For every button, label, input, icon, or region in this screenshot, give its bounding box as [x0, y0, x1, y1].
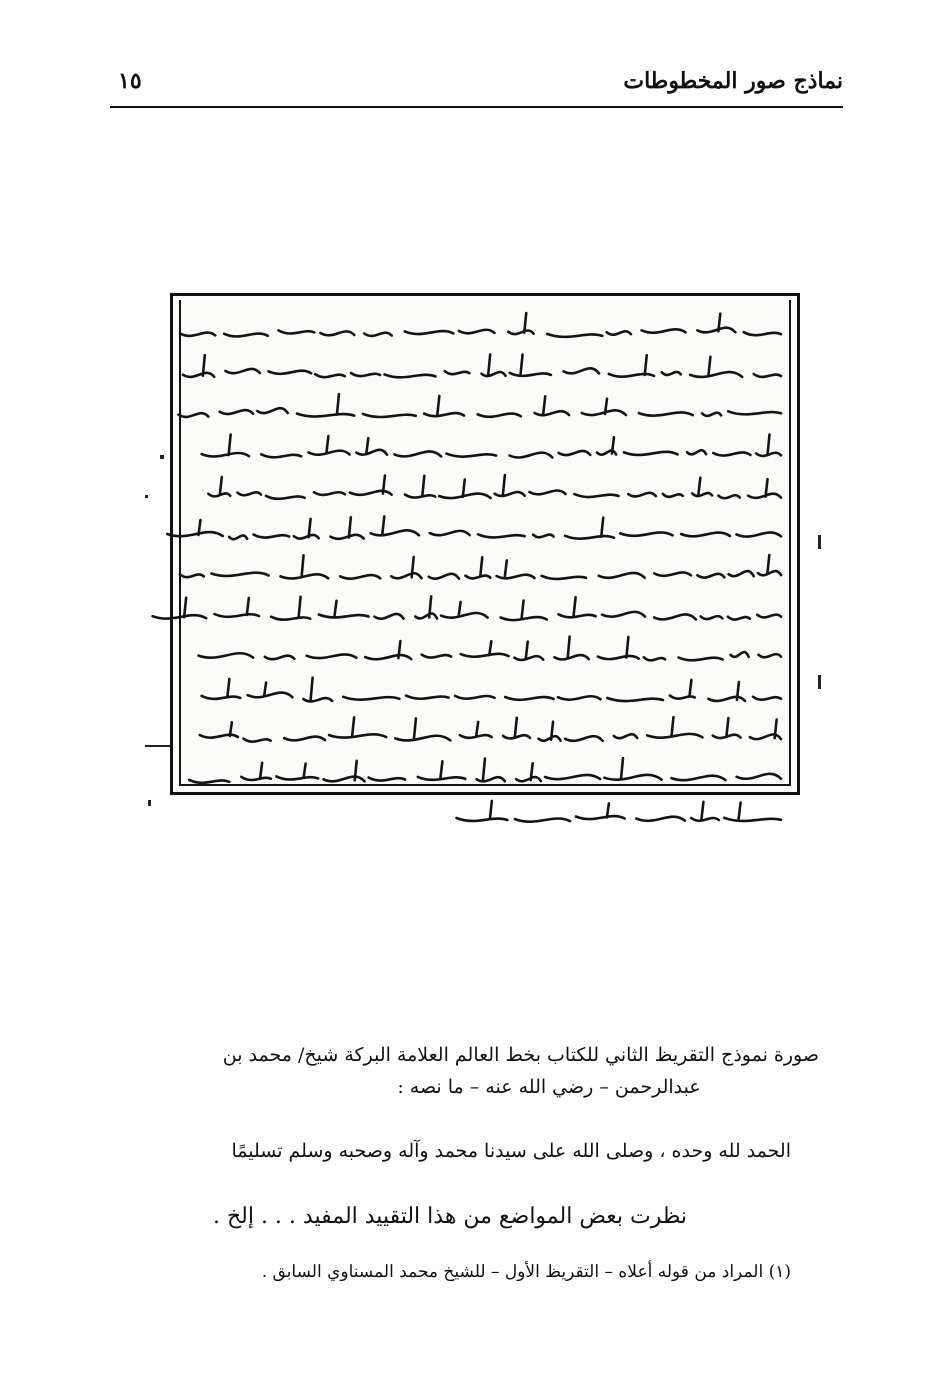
caption-line-2: عبدالرحمن – رضي الله عنه – ما نصه : [397, 1076, 701, 1098]
manuscript-image [170, 293, 800, 795]
caption-line-1: صورة نموذج التقريظ الثاني للكتاب بخط العالم العلامة البركة شيخ/ محمد بن [222, 1044, 819, 1066]
handwriting-stroke [200, 717, 781, 741]
scan-mark [148, 800, 151, 806]
manuscript-line [193, 796, 785, 830]
manuscript-line [193, 553, 785, 587]
handwriting-stroke [178, 394, 781, 417]
scan-mark [145, 495, 148, 498]
handwriting-stroke [180, 313, 781, 337]
manuscript-line [193, 594, 785, 628]
page-header [110, 62, 843, 108]
manuscript-line [193, 756, 785, 790]
manuscript-handwriting [193, 310, 785, 837]
manuscript-line [193, 634, 785, 668]
manuscript-line [193, 432, 785, 466]
manuscript-line [193, 351, 785, 385]
transcription-nazart: نظرت بعض المواضع من هذا التقييد المفيد . . . إلخ . [212, 1204, 688, 1229]
handwriting-stroke [202, 677, 781, 701]
scan-mark [818, 535, 821, 549]
handwriting-stroke [167, 516, 781, 539]
handwriting-stroke [199, 637, 781, 661]
handwriting-stroke [457, 801, 782, 822]
manuscript-line [193, 675, 785, 709]
running-title: نماذج صور المخطوطات [623, 68, 843, 94]
manuscript-line [193, 310, 785, 344]
page-number: ١٥ [118, 68, 142, 94]
scan-mark [145, 745, 170, 747]
handwriting-stroke [153, 596, 781, 620]
handwriting-stroke [180, 555, 781, 579]
handwriting-stroke [183, 354, 781, 377]
handwriting-stroke [208, 475, 781, 499]
transcription-hamd: الحمد لله وحده ، وصلى الله على سيدنا محمد وآله وصحبه وسلم تسليمًا [231, 1140, 791, 1162]
handwriting-stroke [189, 758, 781, 783]
manuscript-line [193, 391, 785, 425]
manuscript-line [193, 513, 785, 547]
manuscript-line [193, 472, 785, 506]
manuscript-line [193, 715, 785, 749]
handwriting-stroke [202, 434, 781, 457]
footnote: (١) المراد من قوله أعلاه – التقريظ الأول – للشيخ محمد المسناوي السابق . [261, 1262, 791, 1282]
scan-mark [818, 675, 821, 689]
scan-mark [160, 455, 164, 459]
